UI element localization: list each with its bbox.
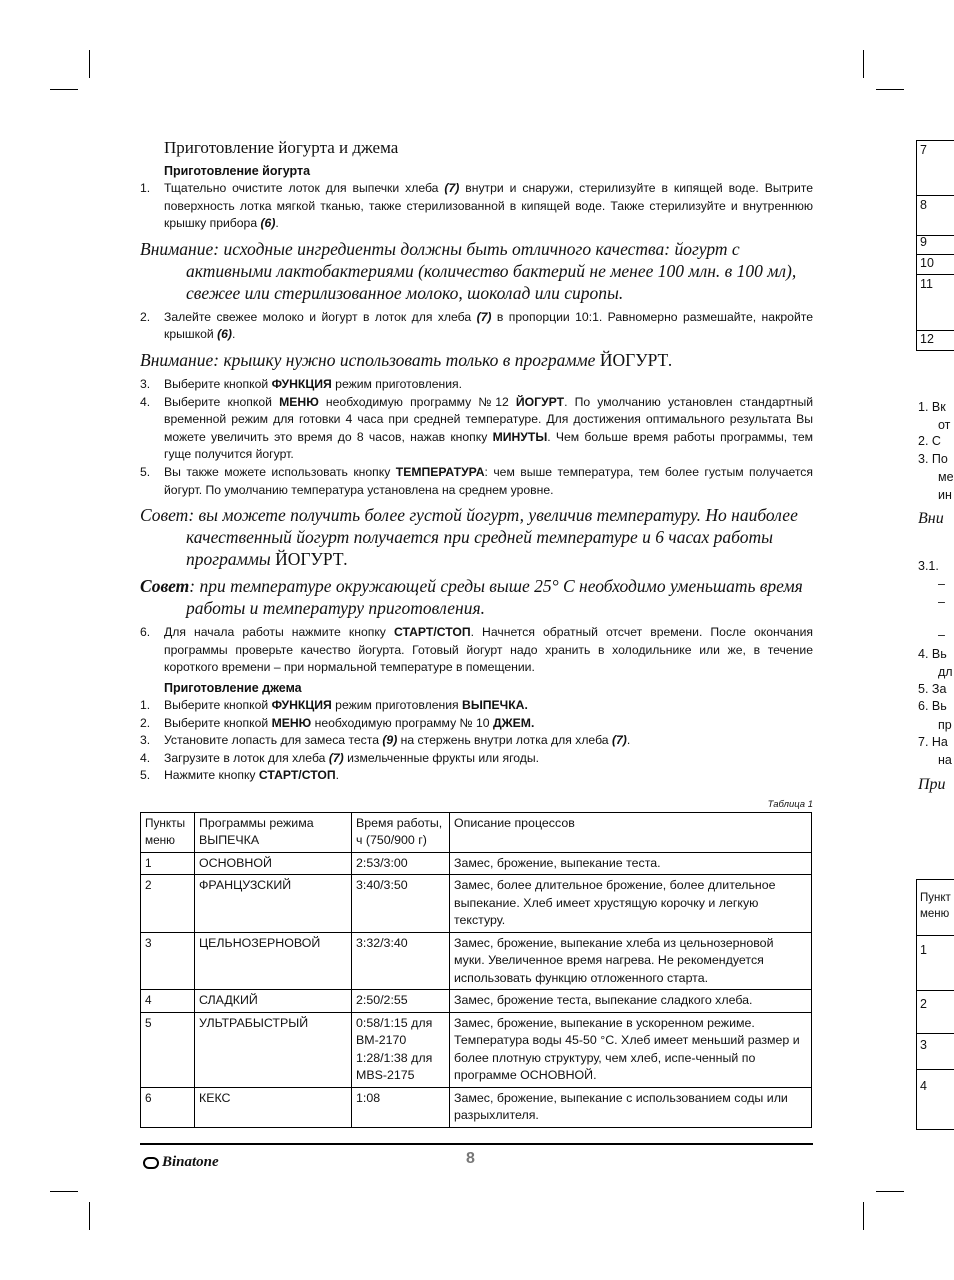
text: (9) xyxy=(382,733,398,748)
text: Нажмите кнопку xyxy=(164,768,259,783)
table-header-cell: Пункты меню xyxy=(141,812,195,852)
text: ДЖЕМ. xyxy=(492,715,535,730)
bleed-text: пр xyxy=(938,718,952,732)
bleed-text: 5. За xyxy=(918,682,947,696)
table-cell: 2:50/2:55 xyxy=(352,990,450,1013)
text: . Чем больше время работы программы, тем гуще получится йогурт. xyxy=(164,429,813,462)
table-cell: КЕКС xyxy=(195,1087,352,1127)
text: Загрузите в лоток для хлеба xyxy=(164,750,329,765)
table-cell: ФРАНЦУЗСКИЙ xyxy=(195,875,352,933)
note-tip-temperature xyxy=(140,575,813,619)
table-cell: 5 xyxy=(141,1012,195,1087)
text: Выберите кнопкой xyxy=(164,715,272,730)
adjacent-page-bleed xyxy=(916,140,954,1140)
text: ФУНКЦИЯ xyxy=(271,697,332,712)
text: необходимую программу № 10 xyxy=(311,715,493,730)
table-row xyxy=(141,852,812,875)
text: СТАРТ/СТОП xyxy=(393,625,471,640)
bleed-text: 11 xyxy=(920,277,933,291)
text: в пропорции 10:1. Равномерно размешайте, накройте крышкой xyxy=(164,309,813,342)
crop-mark xyxy=(863,1202,864,1230)
ref: (6) xyxy=(217,327,232,342)
page-content xyxy=(140,138,813,1128)
note-lid xyxy=(140,349,813,371)
text: режим приготовления xyxy=(331,697,463,712)
table-caption: Таблица 1 xyxy=(767,798,813,810)
table-row xyxy=(141,990,812,1013)
list-item xyxy=(140,767,813,785)
bleed-text: – xyxy=(938,577,945,591)
bleed-text: Вни xyxy=(918,510,944,527)
list-number: 1. xyxy=(140,181,151,195)
table-row xyxy=(141,932,812,990)
list-number: 3. xyxy=(140,733,151,748)
crop-mark xyxy=(89,50,90,78)
bleed-text: При xyxy=(918,776,946,793)
table-cell: 1:08 xyxy=(352,1087,450,1127)
yogurt-heading: Приготовление йогурта xyxy=(164,164,311,178)
table-cell: УЛЬТРАБЫСТРЫЙ xyxy=(195,1012,352,1087)
table-cell: ЦЕЛЬНОЗЕРНОВОЙ xyxy=(195,932,352,990)
table-cell: 2:53/3:00 xyxy=(352,852,450,875)
text: Совет xyxy=(140,576,190,597)
list-item xyxy=(140,697,813,715)
page-number: 8 xyxy=(466,1150,475,1167)
bleed-text: 2 xyxy=(920,997,927,1011)
text: МЕНЮ xyxy=(279,394,319,409)
list-item xyxy=(140,394,813,464)
text: Выберите кнопкой xyxy=(164,394,280,409)
text: Залейте свежее молоко и йогурт в лоток для хлеба xyxy=(164,309,477,324)
text: на стержень внутри лотка для хлеба xyxy=(397,733,612,748)
brand-logo-icon xyxy=(143,1157,159,1169)
footer-rule xyxy=(140,1143,813,1145)
table-cell: Замес, брожение, выпекание хлеба из цельнозерновой муки. Увеличенное время нагрева. Не рекомендуется использовать функцию отложенного старта. xyxy=(450,932,812,990)
list-item xyxy=(140,624,813,677)
bleed-text: 6. Вь xyxy=(918,699,947,713)
ref: (7) xyxy=(444,181,460,195)
list-item xyxy=(140,750,813,768)
bleed-text: 3.1. xyxy=(918,559,939,573)
text: ФУНКЦИЯ xyxy=(271,376,332,391)
list-number: 3. xyxy=(140,376,151,391)
list-number: 5. xyxy=(140,464,151,479)
table-cell: 3 xyxy=(141,932,195,990)
text: . xyxy=(232,327,236,342)
text: МИНУТЫ xyxy=(492,429,548,444)
table-row xyxy=(141,875,812,933)
table-cell: СЛАДКИЙ xyxy=(195,990,352,1013)
crop-mark xyxy=(863,50,864,78)
text: режим приготовления. xyxy=(331,376,463,391)
text: Тщательно очистите лоток для выпечки хлеба xyxy=(164,181,445,195)
table-cell: 0:58/1:15 для BM-2170 1:28/1:38 для MBS-2175 xyxy=(352,1012,450,1087)
list-number: 1. xyxy=(140,697,151,712)
text: : при температуре окружающей среды выше 25° С необходимо уменьшать время работы и температуру приготовления. xyxy=(186,576,803,619)
text: МЕНЮ xyxy=(271,715,312,730)
list-number: 2. xyxy=(140,715,151,730)
text: Выберите кнопкой xyxy=(164,376,272,391)
text: . xyxy=(668,349,673,370)
text: . xyxy=(343,549,348,570)
table-header-cell: Время работы, ч (750/900 г) xyxy=(352,812,450,852)
crop-mark xyxy=(89,1202,90,1230)
list-item xyxy=(140,180,813,233)
list-item xyxy=(140,464,813,499)
text: . По умолчанию установлен стандартный временной режим для готовки 4 часа при средней температуре. Для достижения оптимального результата Вы можете увеличить это время до 8 часов, нажав кнопку xyxy=(164,394,814,444)
text: Установите лопасть для замеса теста xyxy=(164,733,383,748)
table-cell: 3:40/3:50 xyxy=(352,875,450,933)
note-tip xyxy=(140,504,813,570)
table-cell: 4 xyxy=(141,990,195,1013)
brand-name: Binatone xyxy=(162,1154,219,1170)
bleed-text: – xyxy=(938,595,945,609)
bleed-text: дл xyxy=(938,665,953,679)
table-cell: 1 xyxy=(141,852,195,875)
table-row xyxy=(141,1012,812,1087)
text: ВЫПЕЧКА. xyxy=(462,697,528,712)
bleed-text: – xyxy=(938,628,945,642)
text: внутри и снаружи, стерилизуйте в кипящей воде. Вытрите поверхность лотка мягкой тканью, также стерилизованной в кипящей воде. Также стерилизуйте и внутреннюю крышку прибора xyxy=(164,181,813,231)
bleed-text: 12 xyxy=(920,332,934,346)
text: ТЕМПЕРАТУРА xyxy=(395,464,485,479)
text: (7) xyxy=(328,750,344,765)
text: СТАРТ/СТОП xyxy=(258,768,336,783)
ref: (6) xyxy=(260,216,276,231)
bleed-text: Пункт xyxy=(920,892,951,904)
bleed-text: 3 xyxy=(920,1038,927,1052)
list-number: 6. xyxy=(140,625,151,640)
bleed-text: 3. По xyxy=(918,452,948,466)
crop-mark xyxy=(876,89,904,90)
text: необходимую программу №12 xyxy=(318,394,516,409)
text: . Начнется обратный отсчет времени. После окончания программы проверьте качество йогурта. Готовый йогурт надо хранить в холодильнике или же, в течение короткого времени – при нормальной температуре в помещении. xyxy=(164,625,814,675)
note-attention: Внимание: исходные ингредиенты должны быть отличного качества: йогурт с активными лактобактериями (количество бактерий не менее 100 млн. в 100 мл), свежее или стерилизованное молоко, шоколад или сиропы. xyxy=(140,238,797,303)
list-item xyxy=(140,309,813,344)
bleed-text: ме xyxy=(938,470,954,484)
text: Вы также можете использовать кнопку xyxy=(164,464,396,479)
bleed-text: 1. Вк xyxy=(918,400,946,414)
jam-heading: Приготовление джема xyxy=(164,680,302,695)
crop-mark xyxy=(50,1191,78,1192)
text: (7) xyxy=(611,733,627,748)
bleed-text: 8 xyxy=(920,198,927,212)
text: . xyxy=(275,216,279,231)
bleed-text: 7. На xyxy=(918,735,948,749)
bleed-text: от xyxy=(938,418,951,432)
text: Выберите кнопкой xyxy=(164,697,272,712)
table-cell: 6 xyxy=(141,1087,195,1127)
table-header-cell: Описание процессов xyxy=(450,812,812,852)
list-item xyxy=(140,715,813,733)
table-header-row xyxy=(141,812,812,852)
list-number: 5. xyxy=(140,768,151,783)
table-cell: Замес, брожение, выпекание в ускоренном режиме. Температура воды 45-50 °C. Хлеб имеет меньший размер и более плотную структуру, чем хлеб, испе-ченный по программе ОСНОВНОЙ. xyxy=(450,1012,812,1087)
table-row xyxy=(141,1087,812,1127)
table-cell: 2 xyxy=(141,875,195,933)
crop-mark xyxy=(876,1191,904,1192)
bleed-text: 4. Вь xyxy=(918,647,947,661)
text: ЙОГУРТ xyxy=(515,394,565,409)
table-cell: Замес, более длительное брожение, более длительное выпекание. Хлеб имеет хрустящую корочку и легкую текстуру. xyxy=(450,875,812,933)
bleed-text: 7 xyxy=(920,143,927,157)
text: измельченные фрукты или ягоды. xyxy=(343,750,540,765)
table-cell: ОСНОВНОЙ xyxy=(195,852,352,875)
table-cell: Замес, брожение, выпекание с использованием соды или разрыхлителя. xyxy=(450,1087,812,1127)
programs-table xyxy=(140,812,812,1128)
bleed-text: 4 xyxy=(920,1079,927,1093)
bleed-text: 2. С xyxy=(918,434,941,448)
bleed-text: 1 xyxy=(920,943,927,957)
list-number: 2. xyxy=(140,309,151,324)
ref: (7) xyxy=(476,309,492,324)
bleed-text: меню xyxy=(920,908,950,920)
text: ЙОГУРТ xyxy=(275,549,344,570)
bleed-text: на xyxy=(938,753,952,767)
section-title: Приготовление йогурта и джема xyxy=(164,138,399,157)
bleed-text: 9 xyxy=(920,235,927,249)
text: ЙОГУРТ xyxy=(599,349,669,370)
table-cell: Замес, брожение, выпекание теста. xyxy=(450,852,812,875)
text: Для начала работы нажмите кнопку xyxy=(164,625,394,640)
list-item xyxy=(140,376,813,394)
text: Внимание: крышку нужно использовать только в программе xyxy=(140,349,600,370)
list-number: 4. xyxy=(140,750,151,765)
table-cell: Замес, брожение теста, выпекание сладкого хлеба. xyxy=(450,990,812,1013)
list-number: 4. xyxy=(140,394,151,409)
jam-steps xyxy=(140,697,813,785)
brand-logo xyxy=(143,1154,219,1171)
bleed-text: 10 xyxy=(920,256,934,270)
table-cell: 3:32/3:40 xyxy=(352,932,450,990)
bleed-text: ин xyxy=(938,488,952,502)
text: Совет: вы можете получить более густой йогурт, увеличив температуру. Но наиболее качественный йогурт получается при средней температуре и 6 часах работы программы xyxy=(140,505,798,570)
text: . xyxy=(335,768,339,783)
list-item xyxy=(140,732,813,750)
text: . xyxy=(626,733,631,748)
crop-mark xyxy=(50,89,78,90)
text: : чем выше температура, тем более густым получается йогурт. По умолчанию температура установлена на среднем уровне. xyxy=(164,464,813,497)
table-header-cell: Программы режима ВЫПЕЧКА xyxy=(195,812,352,852)
